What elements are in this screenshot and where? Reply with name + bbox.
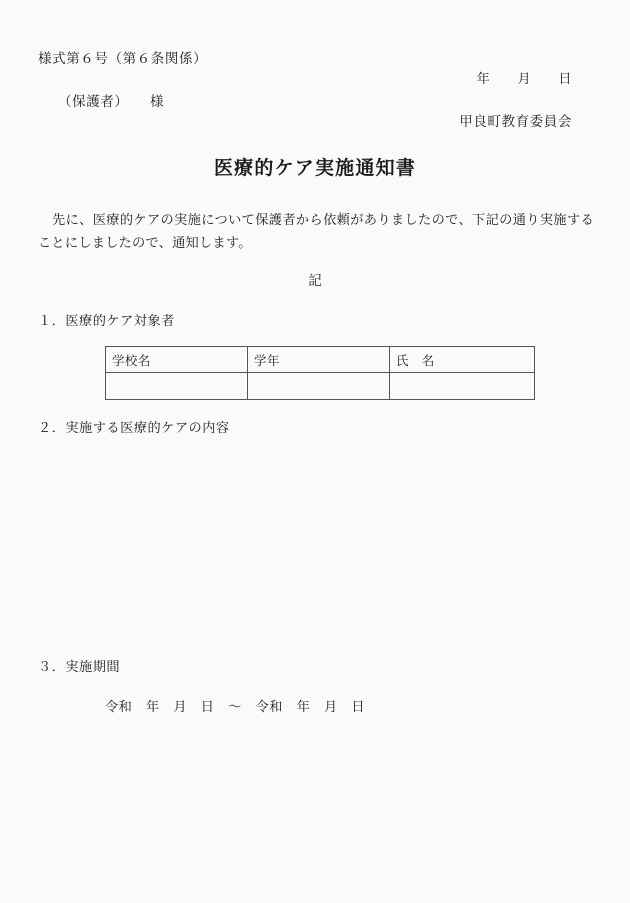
body-paragraph: 先に、医療的ケアの実施について保護者から依頼がありましたので、下記の通り実施することにしましたので、通知します。 <box>38 212 594 250</box>
issuer-name: 甲良町教育委員会 <box>459 114 572 129</box>
table-header-name: 氏 名 <box>390 347 535 373</box>
implementation-period-line: 令和 年 月 日 ～ 令和 年 月 日 <box>105 699 366 714</box>
section-heading-care-content: ２．実施する医療的ケアの内容 <box>38 420 230 435</box>
table-header-school: 学校名 <box>106 347 248 373</box>
document-title: 医療的ケア実施通知書 <box>213 158 416 179</box>
subject-table <box>105 346 535 400</box>
table-cell-grade[interactable] <box>248 373 390 400</box>
form-number: 様式第６号（第６条関係） <box>38 51 208 66</box>
section-heading-subject: １．医療的ケア対象者 <box>38 313 175 328</box>
table-header-grade: 学年 <box>248 347 390 373</box>
care-content-writing-area[interactable] <box>38 440 594 640</box>
table-cell-school[interactable] <box>106 373 248 400</box>
section-heading-period: ３．実施期間 <box>38 659 121 674</box>
ki-marker: 記 <box>308 273 322 288</box>
table-row <box>106 373 535 400</box>
addressee-line: （保護者） 様 <box>58 94 165 109</box>
table-cell-name[interactable] <box>390 373 535 400</box>
table-header-row <box>106 347 535 373</box>
date-line: 年 月 日 <box>476 71 572 86</box>
